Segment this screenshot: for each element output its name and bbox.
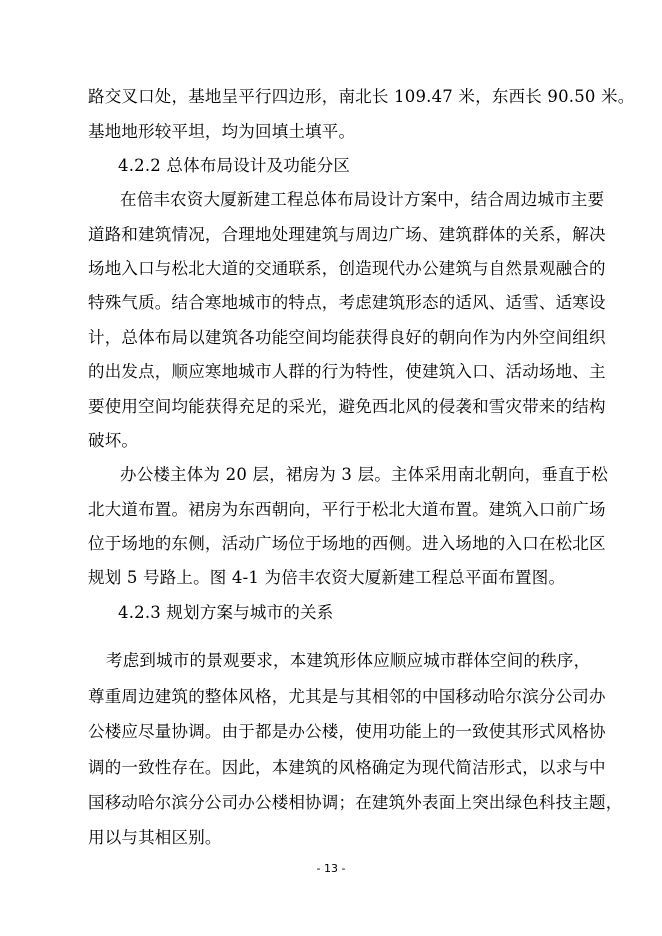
text-line-21: 国移动哈尔滨分公司办公楼相协调；在建筑外表面上突出绿色科技主题， bbox=[88, 793, 623, 812]
text-line-10: 要使用空间均能获得充足的采光，避免西北风的侵袭和雪灾带来的结构 bbox=[88, 397, 606, 416]
text-line-18: 尊重周边建筑的整体风格，尤其是与其相邻的中国移动哈尔滨分公司办 bbox=[88, 687, 606, 706]
text-line-1: 路交叉口处，基地呈平行四边形，南北长 109.47 米，东西长 90.50 米。 bbox=[88, 87, 635, 106]
text-line-13: 北大道布置。裙房为东西朝向，平行于松北大道布置。建筑入口前广场 bbox=[88, 500, 606, 519]
text-line-2: 基地地形较平坦，均为回填土填平。 bbox=[88, 122, 356, 141]
text-line-9: 的出发点，顺应寒地城市人群的行为特性，使建筑入口、活动场地、主 bbox=[88, 362, 606, 381]
text-line-19: 公楼应尽量协调。由于都是办公楼，使用功能上的一致使其形式风格协 bbox=[88, 722, 606, 741]
text-line-17: 考虑到城市的景观要求，本建筑形体应顺应城市群体空间的秩序， bbox=[106, 651, 591, 670]
text-line-14: 位于场地的东侧，活动广场位于场地的西侧。进入场地的入口在松北区 bbox=[88, 534, 606, 553]
text-line-6: 场地入口与松北大道的交通联系，创造现代办公建筑与自然景观融合的 bbox=[88, 259, 606, 278]
text-line-15: 规划 5 号路上。图 4-1 为倍丰农资大厦新建工程总平面布置图。 bbox=[88, 568, 566, 587]
text-line-12: 办公楼主体为 20 层，裙房为 3 层。主体采用南北朝向，垂直于松 bbox=[120, 465, 609, 484]
section-heading-4-2-3: 4.2.3 规划方案与城市的关系 bbox=[118, 603, 334, 622]
text-line-22: 用以与其相区别。 bbox=[88, 828, 222, 847]
text-line-7: 特殊气质。结合寒地城市的特点，考虑建筑形态的适风、适雪、适寒设 bbox=[88, 293, 606, 312]
text-line-8: 计，总体布局以建筑各功能空间均能获得良好的朝向作为内外空间组织 bbox=[88, 328, 606, 347]
page-number: - 13 - bbox=[316, 862, 346, 875]
text-line-4: 在倍丰农资大厦新建工程总体布局设计方案中，结合周边城市主要 bbox=[120, 190, 605, 209]
section-heading-4-2-2: 4.2.2 总体布局设计及功能分区 bbox=[118, 156, 351, 175]
text-line-11: 破坏。 bbox=[88, 431, 139, 450]
text-line-20: 调的一致性存在。因此，本建筑的风格确定为现代简洁形式，以求与中 bbox=[88, 758, 606, 777]
text-line-5: 道路和建筑情况，合理地处理建筑与周边广场、建筑群体的关系，解决 bbox=[88, 225, 606, 244]
